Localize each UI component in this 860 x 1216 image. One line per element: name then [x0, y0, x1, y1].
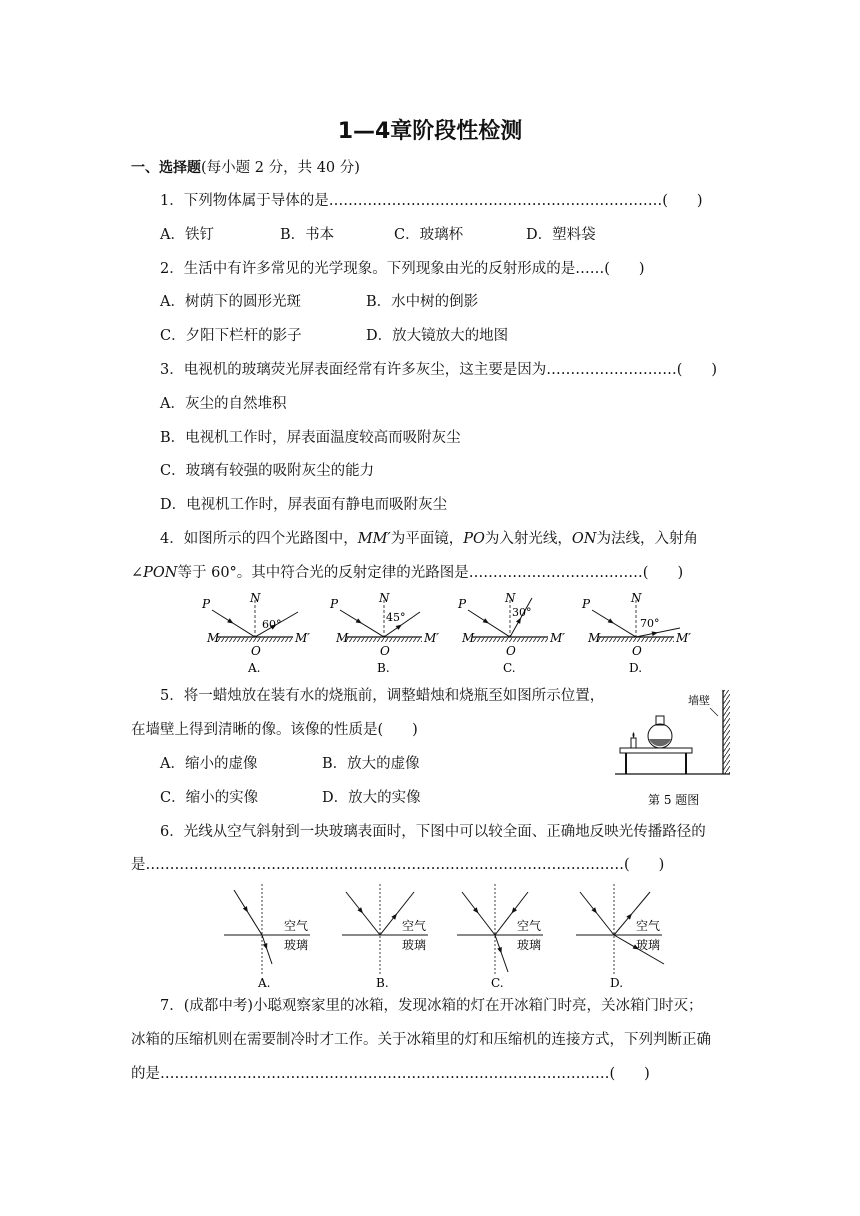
q2-option-a: A．树荫下的圆形光斑 [160, 294, 301, 310]
diagram-label: A. [258, 976, 271, 990]
reflected-arrow [652, 631, 658, 636]
section-note: (每小题 2 分，共 40 分) [201, 160, 360, 176]
angle-label: 45° [386, 611, 406, 624]
candle [631, 738, 636, 748]
q3-stem: 3．电视机的玻璃荧光屏表面经常有许多灰尘，这主要是因为………………………( ) [160, 362, 718, 378]
label-m: M [588, 631, 601, 645]
q3-option-a: A．灰尘的自然堆积 [160, 396, 287, 412]
incident-arrow [473, 907, 479, 913]
label-p: P [582, 597, 591, 611]
q3-option-d: D．电视机工作时，屏表面有静电而吸附灰尘 [160, 497, 448, 513]
q2-option-d: D．放大镜放大的地图 [366, 328, 509, 344]
incident-arrow [243, 906, 248, 912]
label-m-prime: M′ [550, 631, 566, 645]
table-top [620, 748, 692, 753]
label-air: 空气 [636, 919, 661, 933]
diagram-label: C. [491, 976, 504, 990]
q1-stem: 1．下列物体属于导体的是……………………………………………………………( ) [160, 193, 703, 209]
q2-option-b: B．水中树的倒影 [366, 294, 479, 310]
q6-diagram-b [342, 884, 428, 990]
q4-diagram-d [581, 591, 691, 675]
q5-stem-line1: 5．将一蜡烛放在装有水的烧瓶前，调整蜡烛和烧瓶至如图所示位置， [160, 688, 605, 704]
q5-figure-caption: 第 5 题图 [648, 793, 700, 807]
label-p: P [458, 597, 467, 611]
diagram-label: A. [248, 661, 261, 675]
diagram-label: C. [503, 661, 516, 675]
wall-pointer [710, 708, 718, 716]
angle-label: 30° [512, 606, 532, 619]
wall-hatching [723, 690, 730, 774]
q2-option-c: C．夕阳下栏杆的影子 [160, 328, 302, 344]
q3-option-b: B．电视机工作时，屏表面温度较高而吸附灰尘 [160, 430, 461, 446]
q6-stem-line1: 6．光线从空气斜射到一块玻璃表面时，下图中可以较全面、正确地反映光传播路径的 [160, 824, 706, 840]
q3-option-c: C．玻璃有较强的吸附灰尘的能力 [160, 463, 375, 479]
diagram-label: D. [610, 976, 624, 990]
q6-diagram-d [576, 884, 664, 990]
reflected-arrow [512, 907, 518, 913]
q1-option-b: B．书本 [280, 227, 335, 243]
incident-arrow [356, 618, 362, 623]
section-heading [131, 158, 360, 178]
label-n: N [631, 591, 642, 605]
label-m-prime: M′ [676, 631, 692, 645]
label-o: O [632, 644, 642, 658]
label-n: N [379, 591, 390, 605]
label-m: M [336, 631, 349, 645]
mirror-hatching [472, 637, 548, 642]
q6-diagram-a [224, 884, 310, 990]
q7-stem-line3: 的是…………………………………………………………………………………( ) [131, 1066, 650, 1082]
label-glass: 玻璃 [517, 938, 542, 952]
label-o: O [251, 644, 261, 658]
diagram-label: B. [377, 661, 390, 675]
q1-option-d: D．塑料袋 [526, 227, 596, 243]
label-o: O [380, 644, 390, 658]
angle-label: 60° [262, 618, 282, 631]
label-m: M [462, 631, 475, 645]
diagram-label: D. [629, 661, 643, 675]
mirror-hatching [217, 637, 293, 642]
q6-diagram-c [457, 884, 543, 990]
q7-stem-line2: 冰箱的压缩机则在需要制冷时才工作。关于冰箱里的灯和压缩机的连接方式，下列判断正确 [131, 1032, 711, 1048]
mirror-hatching [598, 637, 674, 642]
candle-flame [633, 732, 635, 738]
section-title: 一、选择题 [131, 160, 201, 176]
q6-stem-line2: 是………………………………………………………………………………………( ) [131, 857, 665, 873]
label-m-prime: M′ [424, 631, 440, 645]
label-p: P [202, 597, 211, 611]
reflected-arrow [396, 625, 402, 630]
label-o: O [506, 644, 516, 658]
label-m-prime: M′ [295, 631, 311, 645]
q6-figure [0, 880, 860, 990]
q1-option-c: C．玻璃杯 [394, 227, 464, 243]
wall-label: 墙壁 [688, 694, 710, 707]
q5-option-a: A．缩小的虚像 [160, 756, 258, 772]
label-n: N [505, 591, 516, 605]
q4-diagram-a [201, 591, 310, 675]
label-air: 空气 [402, 919, 427, 933]
q5-stem-line2: 在墙壁上得到清晰的像。该像的性质是( ) [131, 722, 418, 738]
label-glass: 玻璃 [284, 938, 309, 952]
q5-option-b: B．放大的虚像 [322, 756, 420, 772]
label-m: M [207, 631, 220, 645]
q4-stem-line1: 4．如图所示的四个光路图中，MM′为平面镜，PO为入射光线，ON为法线，入射角 [160, 531, 698, 547]
refracted-arrow [497, 947, 502, 953]
q4-diagram-b [329, 591, 439, 675]
page-title: 1—4章阶段性检测 [337, 119, 523, 144]
mirror-hatching [346, 637, 422, 642]
label-glass: 玻璃 [402, 938, 427, 952]
incident-arrow [483, 618, 489, 623]
label-air: 空气 [517, 919, 542, 933]
q4-diagram-c [457, 591, 565, 675]
q4-stem-line2: ∠PON等于 60°。其中符合光的反射定律的光路图是………………………………( ) [131, 565, 684, 581]
q1-option-a: A．铁钉 [160, 227, 214, 243]
label-n: N [250, 591, 261, 605]
q5-option-c: C．缩小的实像 [160, 790, 259, 806]
incident-arrow [227, 618, 233, 623]
angle-label: 70° [640, 617, 660, 630]
q5-figure [610, 688, 740, 808]
incident-arrow [608, 618, 614, 623]
q7-stem-line1: 7．(成都中考)小聪观察家里的冰箱，发现冰箱的灯在开冰箱门时亮，关冰箱门时灭； [160, 998, 703, 1014]
q2-stem: 2．生活中有许多常见的光学现象。下列现象由光的反射形成的是……( ) [160, 261, 645, 277]
label-glass: 玻璃 [636, 938, 661, 952]
refracted-arrow [263, 943, 268, 949]
q5-option-d: D．放大的实像 [322, 790, 421, 806]
label-air: 空气 [284, 919, 309, 933]
q4-figure [0, 590, 860, 680]
label-p: P [330, 597, 339, 611]
diagram-label: B. [376, 976, 389, 990]
